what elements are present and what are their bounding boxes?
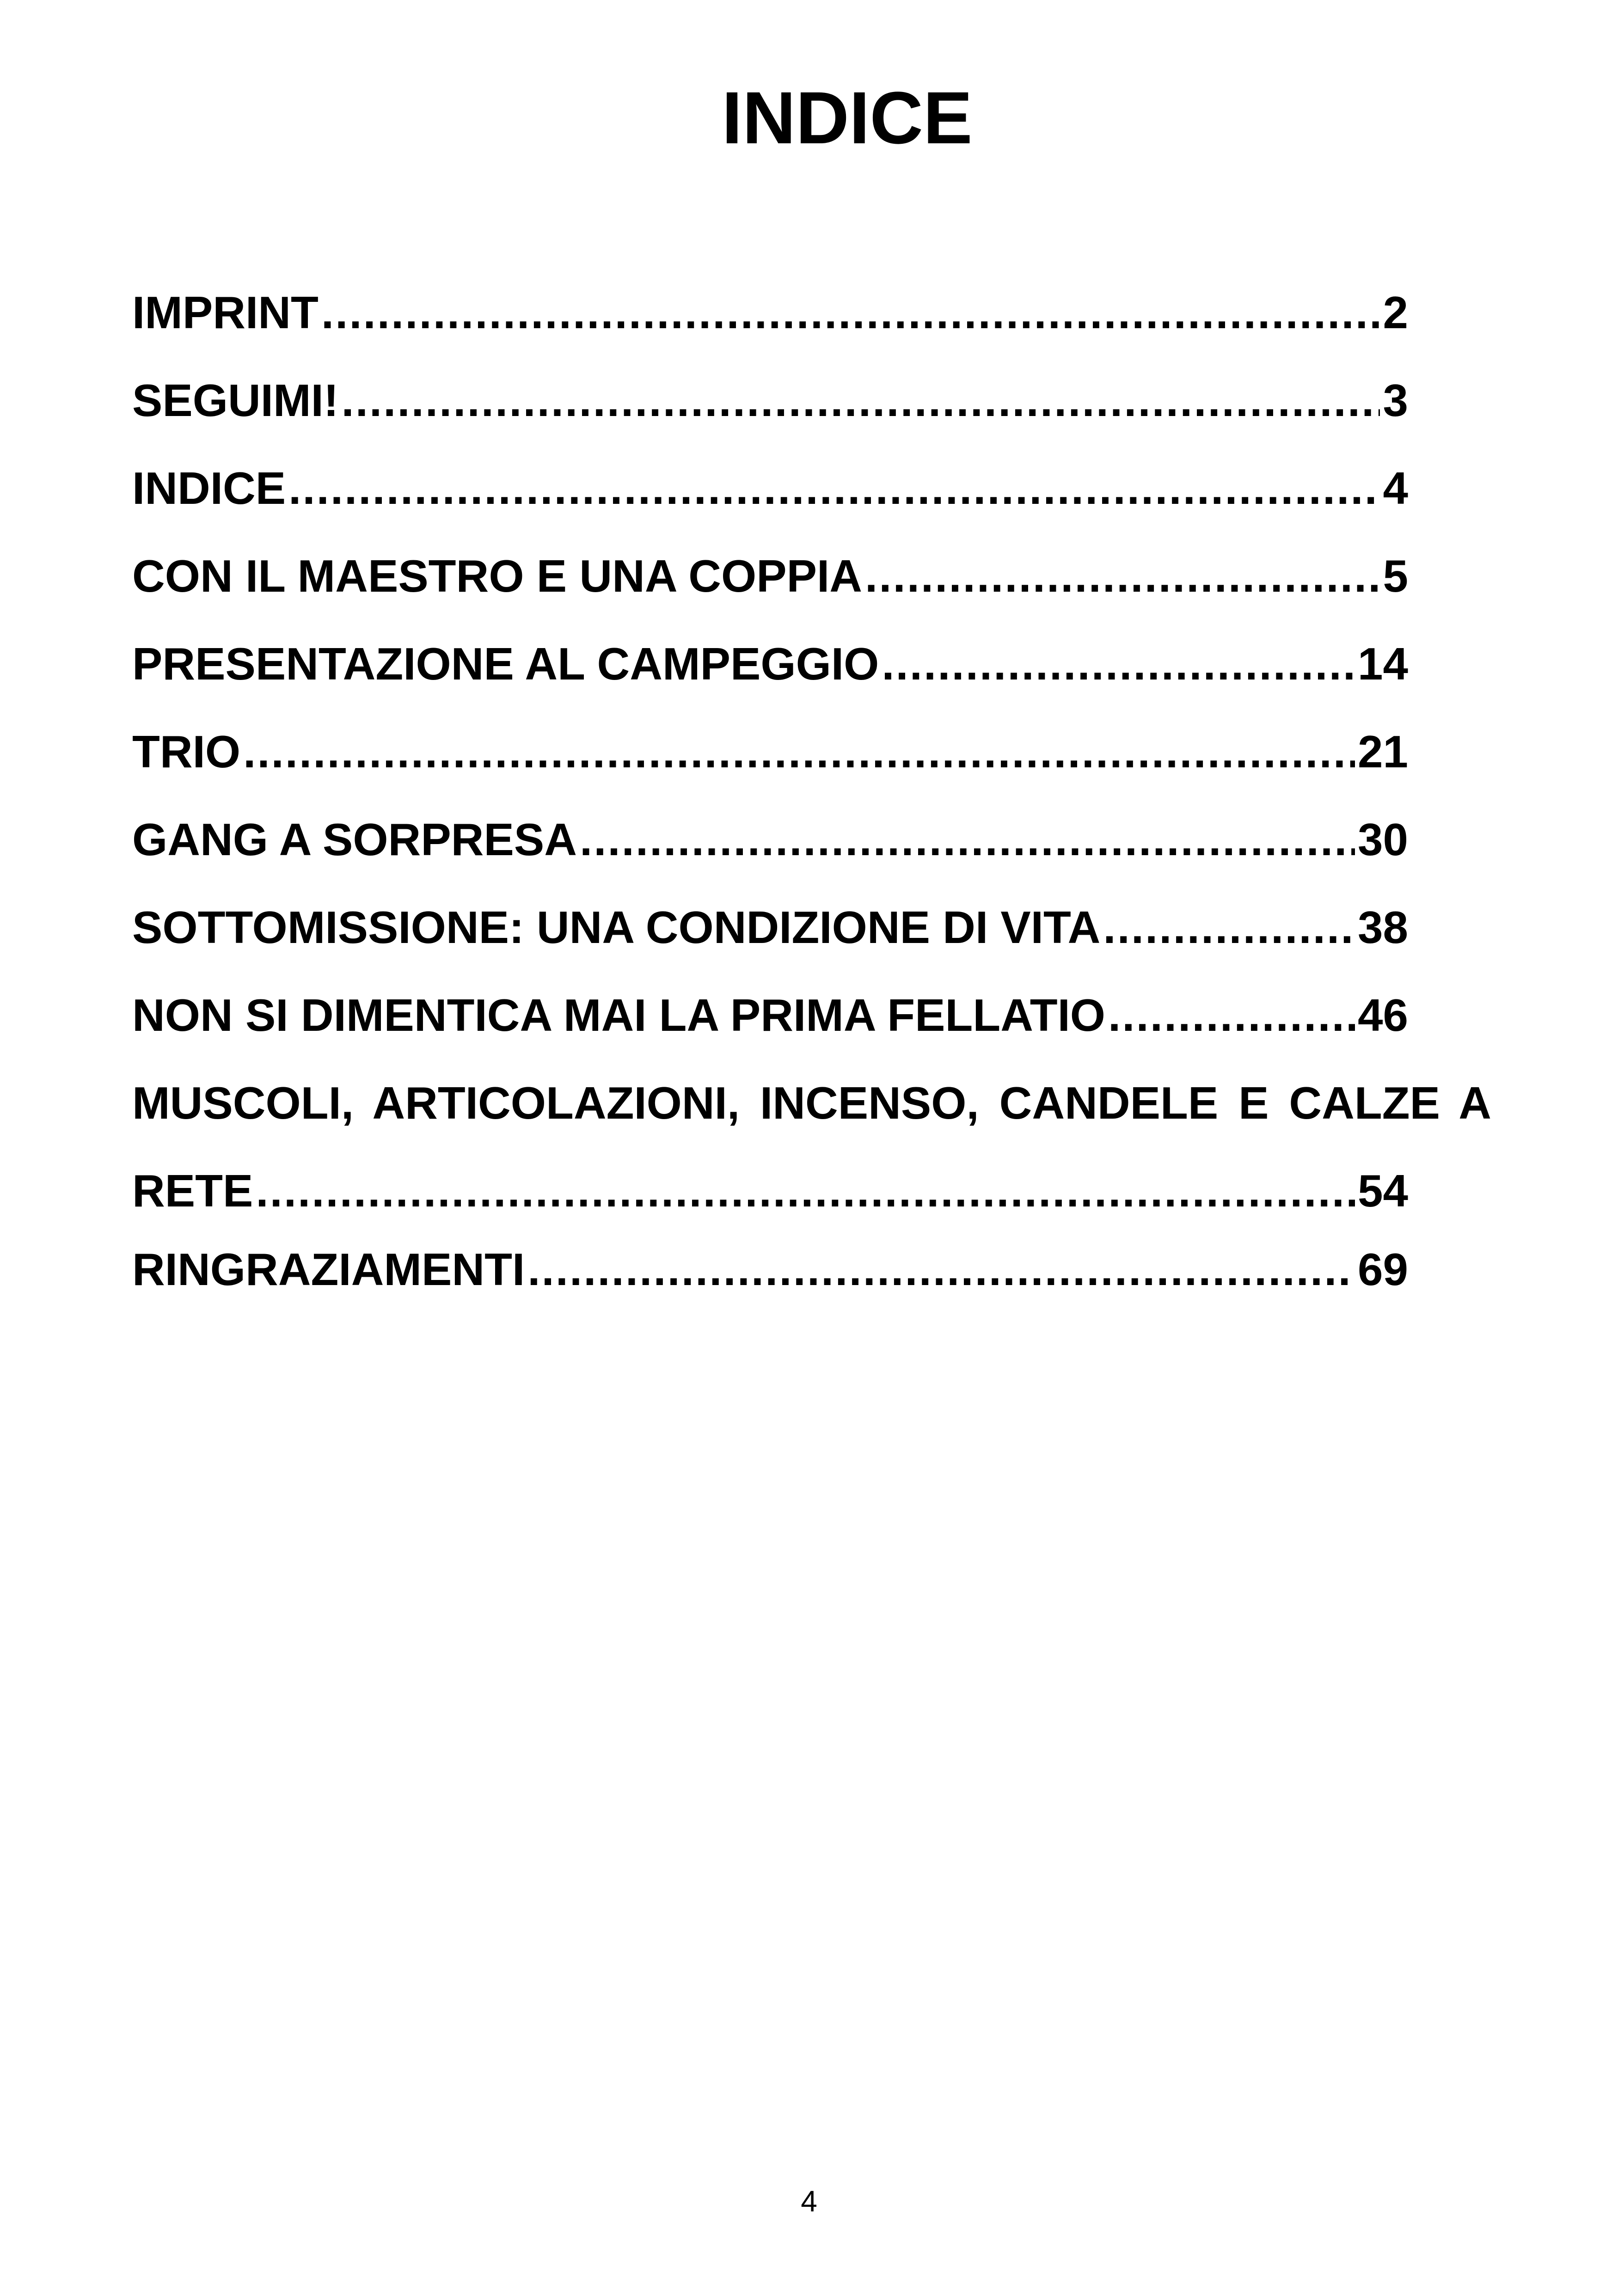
- toc-entry-page: 54: [1357, 1165, 1408, 1216]
- toc-entry-page: 30: [1357, 814, 1408, 865]
- toc-entry[interactable]: [132, 287, 1408, 378]
- toc-entry[interactable]: [132, 1078, 1491, 1251]
- toc-entry-page: 46: [1357, 990, 1408, 1041]
- toc-entry[interactable]: [132, 992, 1408, 1080]
- toc-dot-leader: [1103, 905, 1355, 950]
- toc-dot-leader: [288, 465, 1380, 511]
- toc-entry-page: 21: [1357, 726, 1408, 777]
- toc-entry-label: MUSCOLI, ARTICOLAZIONI, INCENSO, CANDELE E CALZE A: [132, 1078, 1491, 1128]
- toc-dot-leader: [321, 290, 1380, 335]
- toc-entry-label: CON IL MAESTRO E UNA COPPIA: [132, 551, 863, 601]
- toc-entry[interactable]: [132, 375, 1408, 465]
- toc-entry-label: SEGUIMI!: [132, 375, 339, 426]
- toc-entry-label: RINGRAZIAMENTI: [132, 1244, 525, 1295]
- toc-entry-page: 3: [1383, 375, 1408, 426]
- toc-entry[interactable]: [132, 553, 1408, 641]
- toc-entry-page: 5: [1383, 551, 1408, 601]
- toc-entry[interactable]: [132, 726, 1408, 817]
- toc-entry-label: GANG A SORPRESA: [132, 814, 577, 865]
- page-title: INDICE: [722, 76, 973, 159]
- toc-entry-label: NON SI DIMENTICA MAI LA PRIMA FELLATIO: [132, 990, 1106, 1041]
- toc-entry-page: 69: [1357, 1244, 1408, 1295]
- toc-entry-label: PRESENTAZIONE AL CAMPEGGIO: [132, 638, 879, 689]
- toc-entry-page: 4: [1383, 463, 1408, 514]
- toc-dot-leader: [527, 1247, 1355, 1292]
- toc-entry-label: SOTTOMISSIONE: UNA CONDIZIONE DI VITA: [132, 902, 1101, 953]
- toc-dot-leader: [256, 1168, 1355, 1213]
- table-of-contents: [132, 287, 1491, 1335]
- toc-entry-label: TRIO: [132, 726, 241, 777]
- toc-entry-page: 14: [1357, 638, 1408, 689]
- toc-entry[interactable]: [132, 1244, 1408, 1335]
- toc-dot-leader: [580, 817, 1355, 862]
- toc-entry-label: IMPRINT: [132, 287, 319, 338]
- toc-dot-leader: [341, 378, 1380, 423]
- toc-entry-label-continued: RETE: [132, 1165, 253, 1216]
- page-number: 4: [801, 2185, 817, 2218]
- toc-entry-label: INDICE: [132, 463, 286, 514]
- toc-entry[interactable]: [132, 465, 1408, 553]
- toc-entry-page: 38: [1357, 902, 1408, 953]
- toc-entry-page: 2: [1383, 287, 1408, 338]
- toc-entry[interactable]: [132, 814, 1408, 905]
- toc-dot-leader: [1108, 992, 1355, 1038]
- toc-entry[interactable]: [132, 638, 1408, 729]
- toc-entry-continuation: [132, 1165, 1408, 1251]
- toc-dot-leader: [243, 729, 1355, 774]
- toc-entry[interactable]: [132, 902, 1408, 992]
- toc-dot-leader: [882, 641, 1355, 686]
- toc-dot-leader: [865, 553, 1380, 599]
